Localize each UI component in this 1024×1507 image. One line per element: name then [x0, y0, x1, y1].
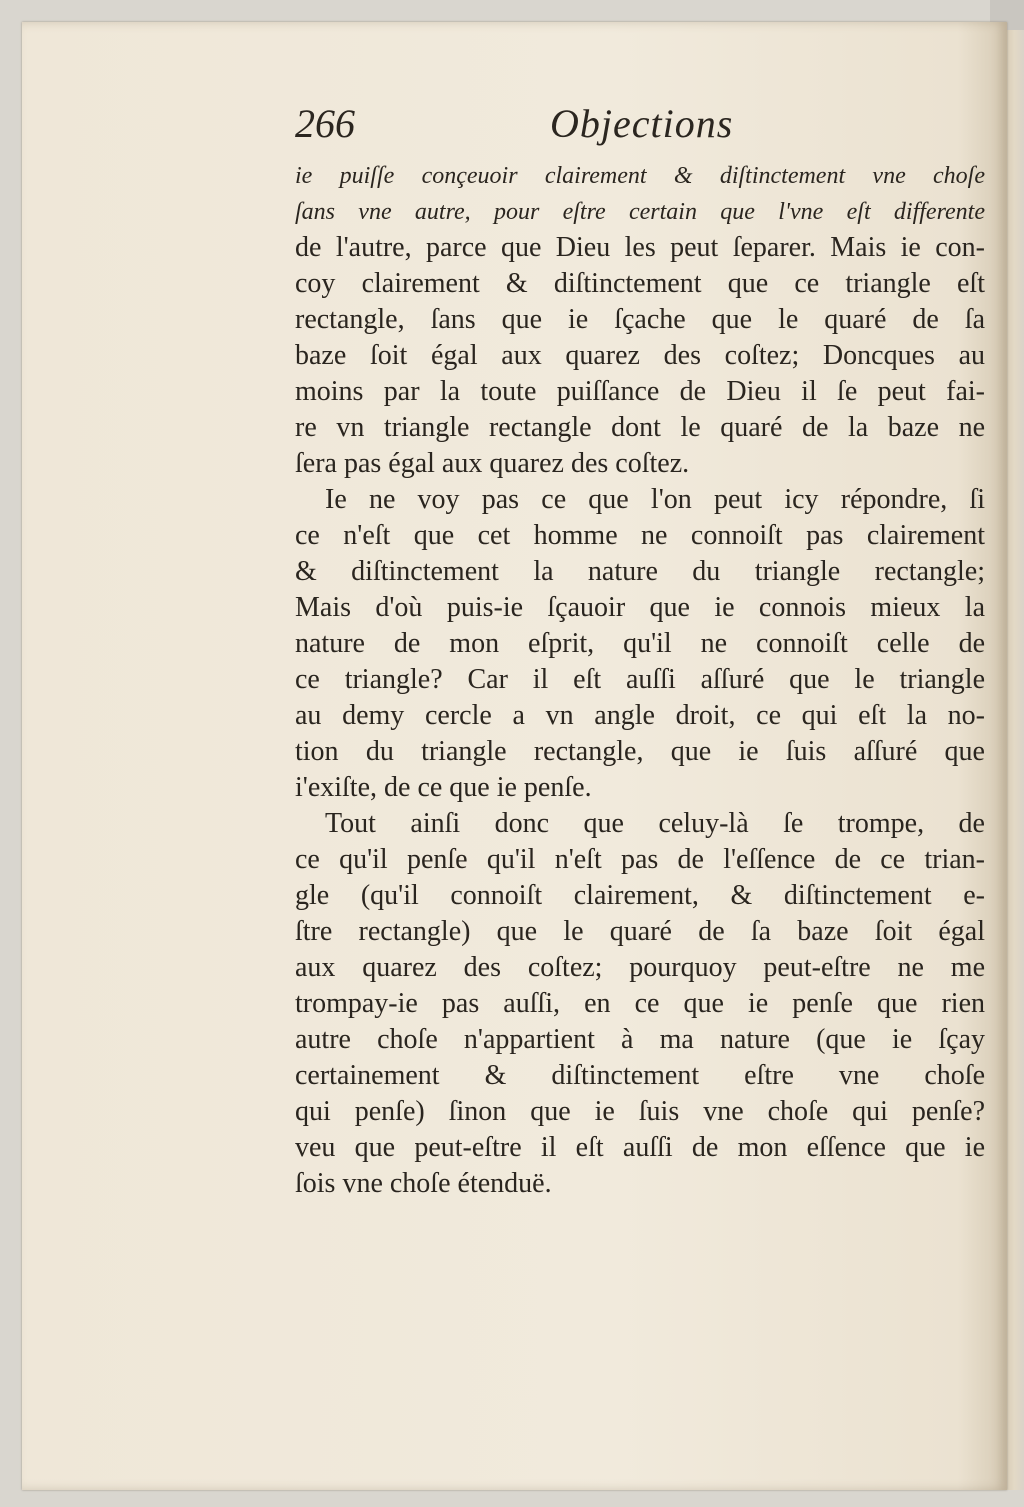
- text-line: ſois vne choſe étenduë.: [295, 1168, 552, 1199]
- page-number: 266: [295, 101, 355, 146]
- text-line: certainement & diſtinctement eſtre vne choſe: [295, 1060, 985, 1091]
- text-line: nature de mon eſprit, qu'il ne connoiſt celle de: [295, 628, 985, 659]
- text-line: ce triangle? Car il eſt auſſi aſſuré que le triangle: [295, 664, 985, 695]
- page-body: [295, 158, 985, 1202]
- text-line: ſtre rectangle) que le quaré de ſa baze ſoit égal: [295, 916, 985, 947]
- text-line: & diſtinctement la nature du triangle rectangle;: [295, 556, 985, 587]
- text-line: Mais d'où puis-ie ſçauoir que ie connois mieux la: [295, 592, 985, 623]
- text-line: trompay-ie pas auſſi, en ce que ie penſe que rien: [295, 988, 985, 1019]
- text-line: gle (qu'il connoiſt clairement, & diſtinctement e-: [295, 880, 985, 911]
- text-line: ſans vne autre, pour eſtre certain que l'vne eſt differente: [295, 199, 985, 225]
- text-line: qui penſe) ſinon que ie ſuis vne choſe qui penſe?: [295, 1096, 985, 1127]
- text-line: ſera pas égal aux quarez des coſtez.: [295, 448, 690, 479]
- text-line: ce qu'il penſe qu'il n'eſt pas de l'eſſence de ce trian-: [295, 844, 985, 875]
- text-line: coy clairement & diſtinctement que ce triangle eſt: [295, 268, 985, 299]
- text-line: aux quarez des coſtez; pourquoy peut-eſtre ne me: [295, 952, 985, 983]
- text-line: tion du triangle rectangle, que ie ſuis aſſuré que: [295, 736, 985, 767]
- text-line: au demy cercle a vn angle droit, ce qui eſt la no-: [295, 700, 985, 731]
- text-line: i'exiſte, de ce que ie penſe.: [295, 772, 592, 803]
- text-line: Ie ne voy pas ce que l'on peut icy répondre, ſi: [325, 484, 985, 515]
- text-line: veu que peut-eſtre il eſt auſſi de mon eſſence que ie: [295, 1132, 985, 1163]
- text-line: de l'autre, parce que Dieu les peut ſeparer. Mais ie con-: [295, 232, 985, 263]
- text-line: Tout ainſi donc que celuy-là ſe trompe, de: [325, 808, 985, 839]
- text-line: ie puiſſe conçeuoir clairement & diſtinctement vne choſe: [295, 163, 985, 189]
- text-line: moins par la toute puiſſance de Dieu il ſe peut fai-: [295, 376, 985, 407]
- text-line: re vn triangle rectangle dont le quaré de la baze ne: [295, 412, 985, 443]
- running-head: Objections: [550, 101, 734, 146]
- page-header: [295, 100, 985, 160]
- text-line: rectangle, ſans que ie ſçache que le quaré de ſa: [295, 304, 985, 335]
- text-line: autre choſe n'appartient à ma nature (que ie ſçay: [295, 1024, 985, 1055]
- text-line: ce n'eſt que cet homme ne connoiſt pas clairement: [295, 520, 985, 551]
- text-line: baze ſoit égal aux quarez des coſtez; Doncques au: [295, 340, 985, 371]
